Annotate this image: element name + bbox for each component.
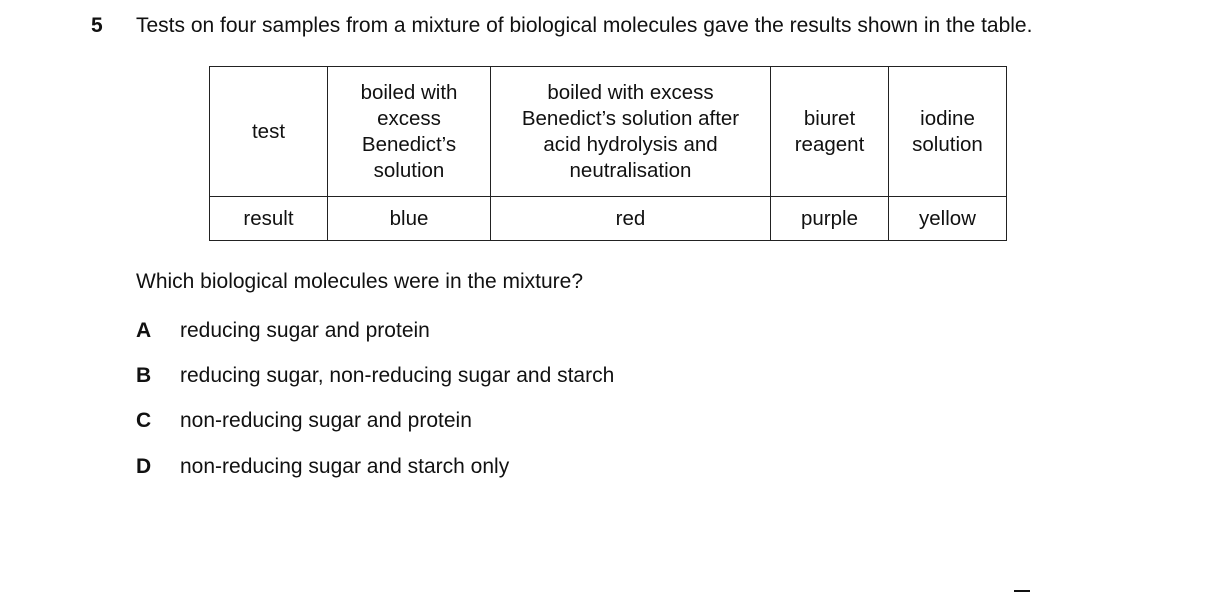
option-b[interactable] bbox=[136, 364, 614, 388]
header-cell-biuret: biuret reagent bbox=[771, 67, 889, 197]
header-cell-benedicts-hydrolysis: boiled with excess Benedict’s solution after acid hydrolysis and neutralisation bbox=[491, 67, 771, 197]
question-prompt: Which biological molecules were in the mixture? bbox=[136, 270, 584, 293]
header-cell-benedicts: boiled with excess Benedict’s solution bbox=[328, 67, 491, 197]
table-header-row bbox=[210, 67, 1007, 197]
option-letter: B bbox=[136, 364, 152, 387]
option-letter: D bbox=[136, 455, 152, 478]
result-cell-iodine: yellow bbox=[889, 197, 1007, 241]
table-result-row bbox=[210, 197, 1007, 241]
option-text: reducing sugar and protein bbox=[180, 319, 430, 342]
question-number: 5 bbox=[91, 14, 103, 37]
option-d[interactable] bbox=[136, 455, 509, 479]
option-text: reducing sugar, non-reducing sugar and starch bbox=[180, 364, 615, 387]
option-a[interactable] bbox=[136, 319, 430, 343]
result-cell-benedicts-hydrolysis: red bbox=[491, 197, 771, 241]
option-text: non-reducing sugar and starch only bbox=[180, 455, 510, 478]
option-text: non-reducing sugar and protein bbox=[180, 409, 472, 432]
row-label-test: test bbox=[210, 67, 328, 197]
question-stem: Tests on four samples from a mixture of biological molecules gave the results shown in the table. bbox=[136, 14, 1033, 37]
option-letter: A bbox=[136, 319, 152, 342]
page-corner-mark bbox=[1014, 590, 1030, 596]
option-c[interactable] bbox=[136, 409, 472, 433]
option-letter: C bbox=[136, 409, 152, 432]
header-cell-iodine: iodine solution bbox=[889, 67, 1007, 197]
result-cell-benedicts: blue bbox=[328, 197, 491, 241]
result-cell-biuret: purple bbox=[771, 197, 889, 241]
row-label-result: result bbox=[210, 197, 328, 241]
results-table bbox=[209, 66, 1007, 241]
